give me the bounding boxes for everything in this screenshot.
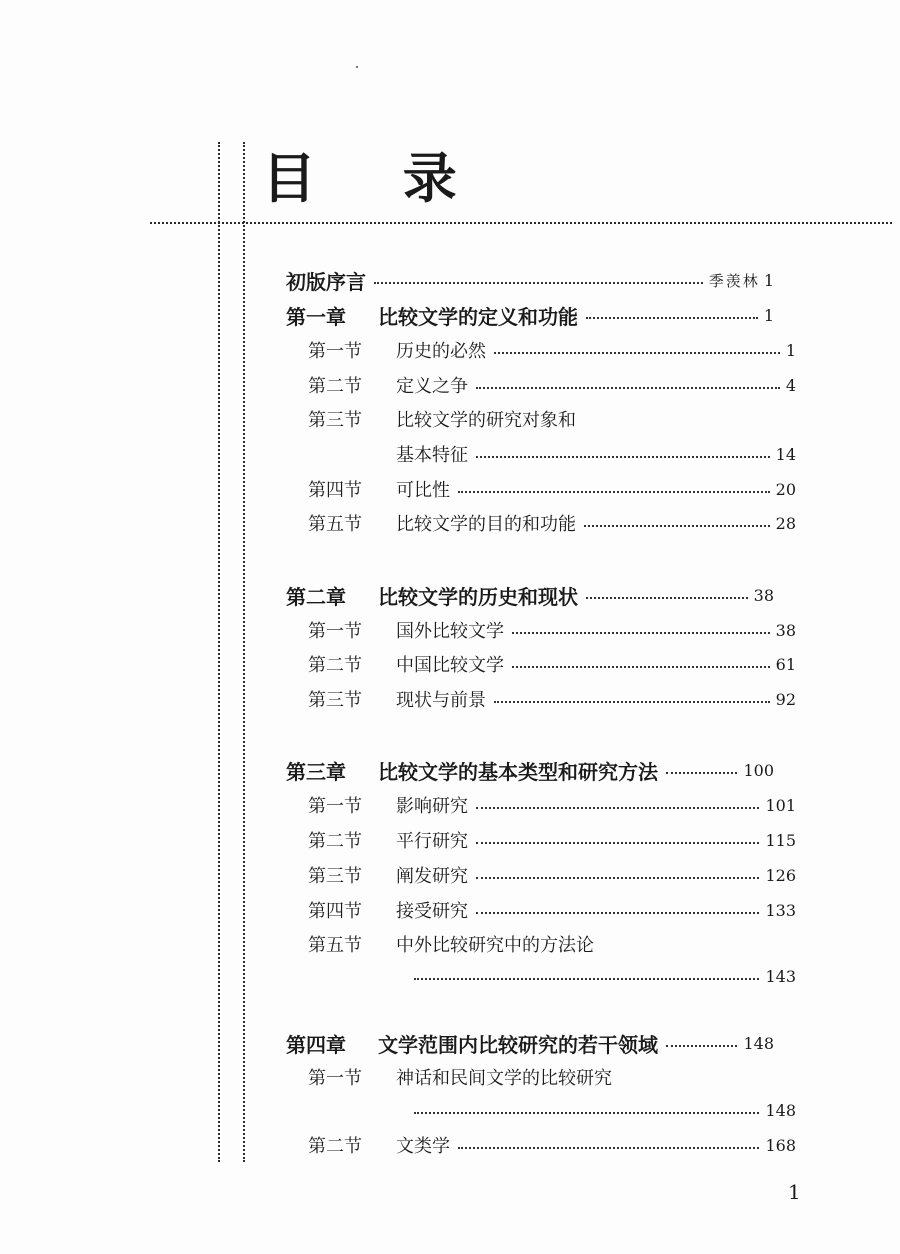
section-number: 第一节	[308, 341, 362, 362]
vertical-dotted-rule-left	[218, 142, 220, 1162]
section-number: 第四节	[308, 901, 362, 922]
toc-section[interactable]	[286, 647, 796, 681]
toc-section[interactable]	[286, 1060, 796, 1094]
page-ref: 148	[743, 1033, 774, 1053]
toc-section[interactable]	[286, 472, 796, 506]
section-title: 定义之争	[396, 376, 468, 397]
page-ref: 20	[775, 479, 796, 499]
leader-dots	[458, 1147, 759, 1149]
section-title: 影响研究	[396, 796, 468, 817]
page-ref: 101	[765, 795, 796, 815]
section-number: 第三节	[308, 690, 362, 711]
section-title: 现状与前景	[396, 690, 486, 711]
chapter-title: 比较文学的定义和功能	[378, 304, 578, 329]
section-title: 阐发研究	[396, 866, 468, 887]
toc-section[interactable]	[286, 333, 796, 367]
chapter-number: 第三章	[286, 759, 346, 784]
preface-label: 初版序言	[286, 269, 366, 294]
chapter-number: 第一章	[286, 304, 346, 329]
page-ref: 38	[775, 620, 796, 640]
page-ref: 148	[765, 1100, 796, 1120]
horizontal-dotted-rule	[150, 222, 892, 224]
toc-section-continued[interactable]	[286, 959, 796, 993]
leader-dots	[512, 666, 770, 668]
section-title: 文类学	[396, 1136, 450, 1157]
leader-dots	[584, 525, 770, 527]
toc-chapter-2[interactable]	[286, 578, 774, 612]
page-ref: 126	[765, 865, 796, 885]
leader-dots	[374, 282, 703, 284]
leader-dots	[476, 912, 759, 914]
leader-dots	[458, 491, 770, 493]
leader-dots	[476, 877, 759, 879]
section-number: 第五节	[308, 935, 362, 956]
preface-author: 季羡林	[708, 271, 760, 290]
leader-dots	[494, 352, 780, 354]
leader-dots	[586, 597, 748, 599]
page-ref: 61	[775, 654, 796, 674]
chapter-title: 比较文学的历史和现状	[378, 584, 578, 609]
leader-dots	[476, 387, 780, 389]
section-title: 国外比较文学	[396, 621, 504, 642]
section-title: 中外比较研究中的方法论	[396, 935, 594, 956]
page-number: 1	[788, 1180, 801, 1204]
chapter-number: 第四章	[286, 1032, 346, 1057]
toc-section[interactable]	[286, 613, 796, 647]
page-ref: 1	[785, 340, 796, 360]
page-ref: 100	[743, 760, 774, 780]
toc-chapter-1[interactable]	[286, 298, 774, 332]
leader-dots	[494, 701, 770, 703]
toc-section[interactable]	[286, 368, 796, 402]
page-ref: 38	[753, 585, 774, 605]
section-number: 第五节	[308, 514, 362, 535]
leader-dots	[414, 978, 759, 980]
page-ref: 133	[765, 900, 796, 920]
leader-dots	[586, 317, 758, 319]
leader-dots	[666, 1045, 737, 1047]
page-ref: 143	[765, 966, 796, 986]
section-title: 可比性	[396, 480, 450, 501]
page-ref: 14	[775, 444, 796, 464]
leader-dots	[476, 456, 770, 458]
section-title: 神话和民间文学的比较研究	[396, 1068, 612, 1089]
section-title: 接受研究	[396, 901, 468, 922]
chapter-title: 比较文学的基本类型和研究方法	[378, 759, 658, 784]
page-ref: 1	[763, 305, 774, 325]
scan-speck	[356, 66, 358, 68]
leader-dots	[512, 632, 770, 634]
section-number: 第三节	[308, 410, 362, 431]
toc-section[interactable]	[286, 506, 796, 540]
toc-section[interactable]	[286, 1128, 796, 1162]
section-number: 第二节	[308, 376, 362, 397]
section-number: 第四节	[308, 480, 362, 501]
section-title: 历史的必然	[396, 341, 486, 362]
toc-section[interactable]	[286, 682, 796, 716]
section-number: 第二节	[308, 655, 362, 676]
section-number: 第三节	[308, 866, 362, 887]
chapter-title: 文学范围内比较研究的若干领域	[378, 1032, 658, 1057]
section-title: 比较文学的研究对象和	[396, 410, 576, 431]
toc-section[interactable]	[286, 823, 796, 857]
section-number: 第二节	[308, 831, 362, 852]
toc-chapter-4[interactable]	[286, 1026, 774, 1060]
section-number: 第一节	[308, 1068, 362, 1089]
page-ref: 168	[765, 1135, 796, 1155]
section-title: 中国比较文学	[396, 655, 504, 676]
toc-section[interactable]	[286, 927, 796, 961]
leader-dots	[476, 842, 759, 844]
toc-entry-preface[interactable]	[286, 263, 774, 297]
section-title: 比较文学的目的和功能	[396, 514, 576, 535]
vertical-dotted-rule-right	[243, 142, 245, 1162]
toc-section[interactable]	[286, 402, 796, 436]
section-number: 第一节	[308, 621, 362, 642]
section-number: 第一节	[308, 796, 362, 817]
page-ref: 4	[785, 375, 796, 395]
leader-dots	[414, 1112, 759, 1114]
page-ref: 1	[763, 270, 774, 290]
toc-section-continued[interactable]	[286, 1093, 796, 1127]
chapter-number: 第二章	[286, 584, 346, 609]
toc-section-continued[interactable]	[286, 437, 796, 471]
toc-section[interactable]	[286, 858, 796, 892]
section-title-continued: 基本特征	[396, 445, 468, 466]
page-ref: 115	[765, 830, 796, 850]
toc-chapter-3[interactable]	[286, 753, 774, 787]
leader-dots	[476, 807, 759, 809]
toc-section[interactable]	[286, 788, 796, 822]
page-title: 目 录	[262, 147, 491, 210]
toc-section[interactable]	[286, 893, 796, 927]
leader-dots	[666, 772, 737, 774]
page-ref: 92	[775, 689, 796, 709]
section-number: 第二节	[308, 1136, 362, 1157]
page-ref: 28	[775, 513, 796, 533]
section-title: 平行研究	[396, 831, 468, 852]
